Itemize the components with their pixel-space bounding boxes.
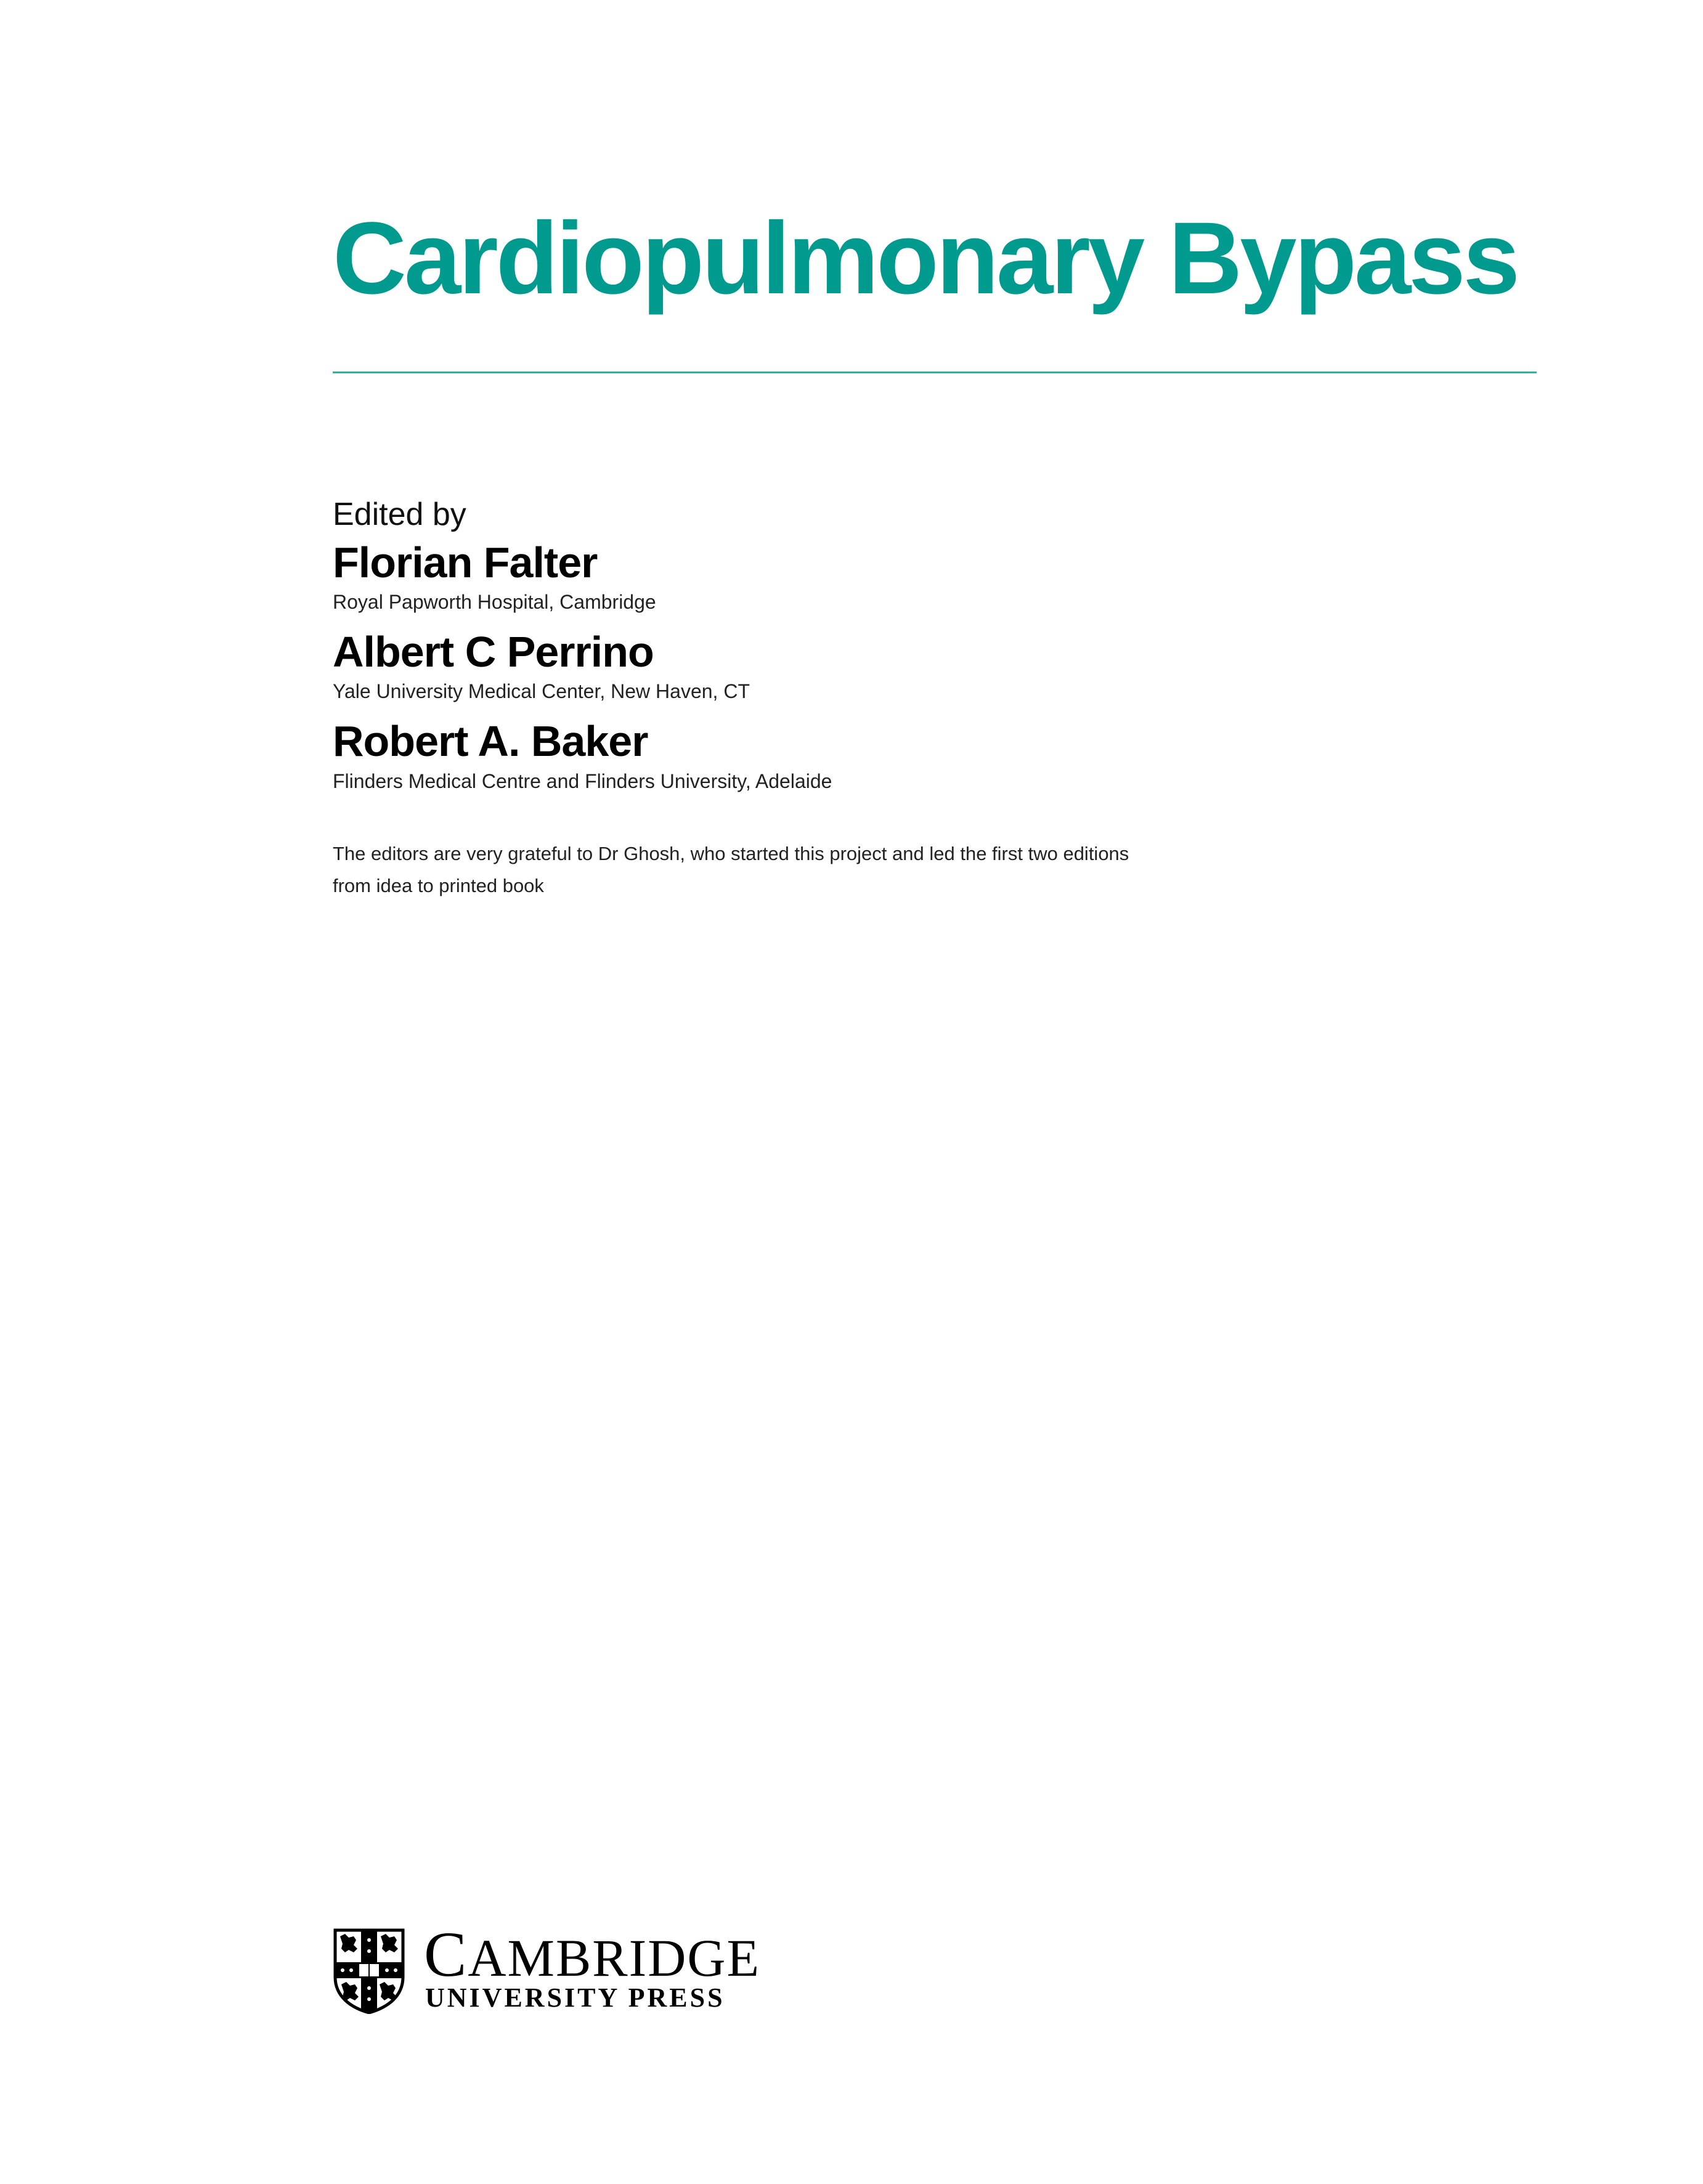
editor-name-falter: Florian Falter [333, 538, 598, 587]
publisher-name-rest: AMBRIDGE [468, 1928, 761, 1987]
cambridge-crest-icon [333, 1928, 405, 2014]
acknowledgement-line-1: The editors are very grateful to Dr Ghosh, who started this project and led the first two editions [333, 843, 1129, 864]
publisher-subname: UNIVERSITY PRESS [425, 1983, 725, 2013]
editor-name-perrino: Albert C Perrino [333, 628, 654, 676]
editor-affiliation-perrino: Yale University Medical Center, New Haven, CT [333, 680, 750, 702]
editor-affiliation-baker: Flinders Medical Centre and Flinders University, Adelaide [333, 770, 832, 792]
publisher-name [424, 1919, 761, 1990]
title-divider [333, 371, 1537, 373]
edited-by-label: Edited by [333, 497, 466, 532]
acknowledgement-line-2: from idea to printed book [333, 875, 544, 896]
editor-name-baker: Robert A. Baker [333, 717, 648, 765]
publisher-name-initial: C [424, 1919, 468, 1990]
editor-affiliation-falter: Royal Papworth Hospital, Cambridge [333, 591, 656, 613]
publisher-logo [333, 1919, 776, 2030]
acknowledgement-note [333, 838, 1134, 902]
book-title: Cardiopulmonary Bypass [333, 201, 1518, 315]
